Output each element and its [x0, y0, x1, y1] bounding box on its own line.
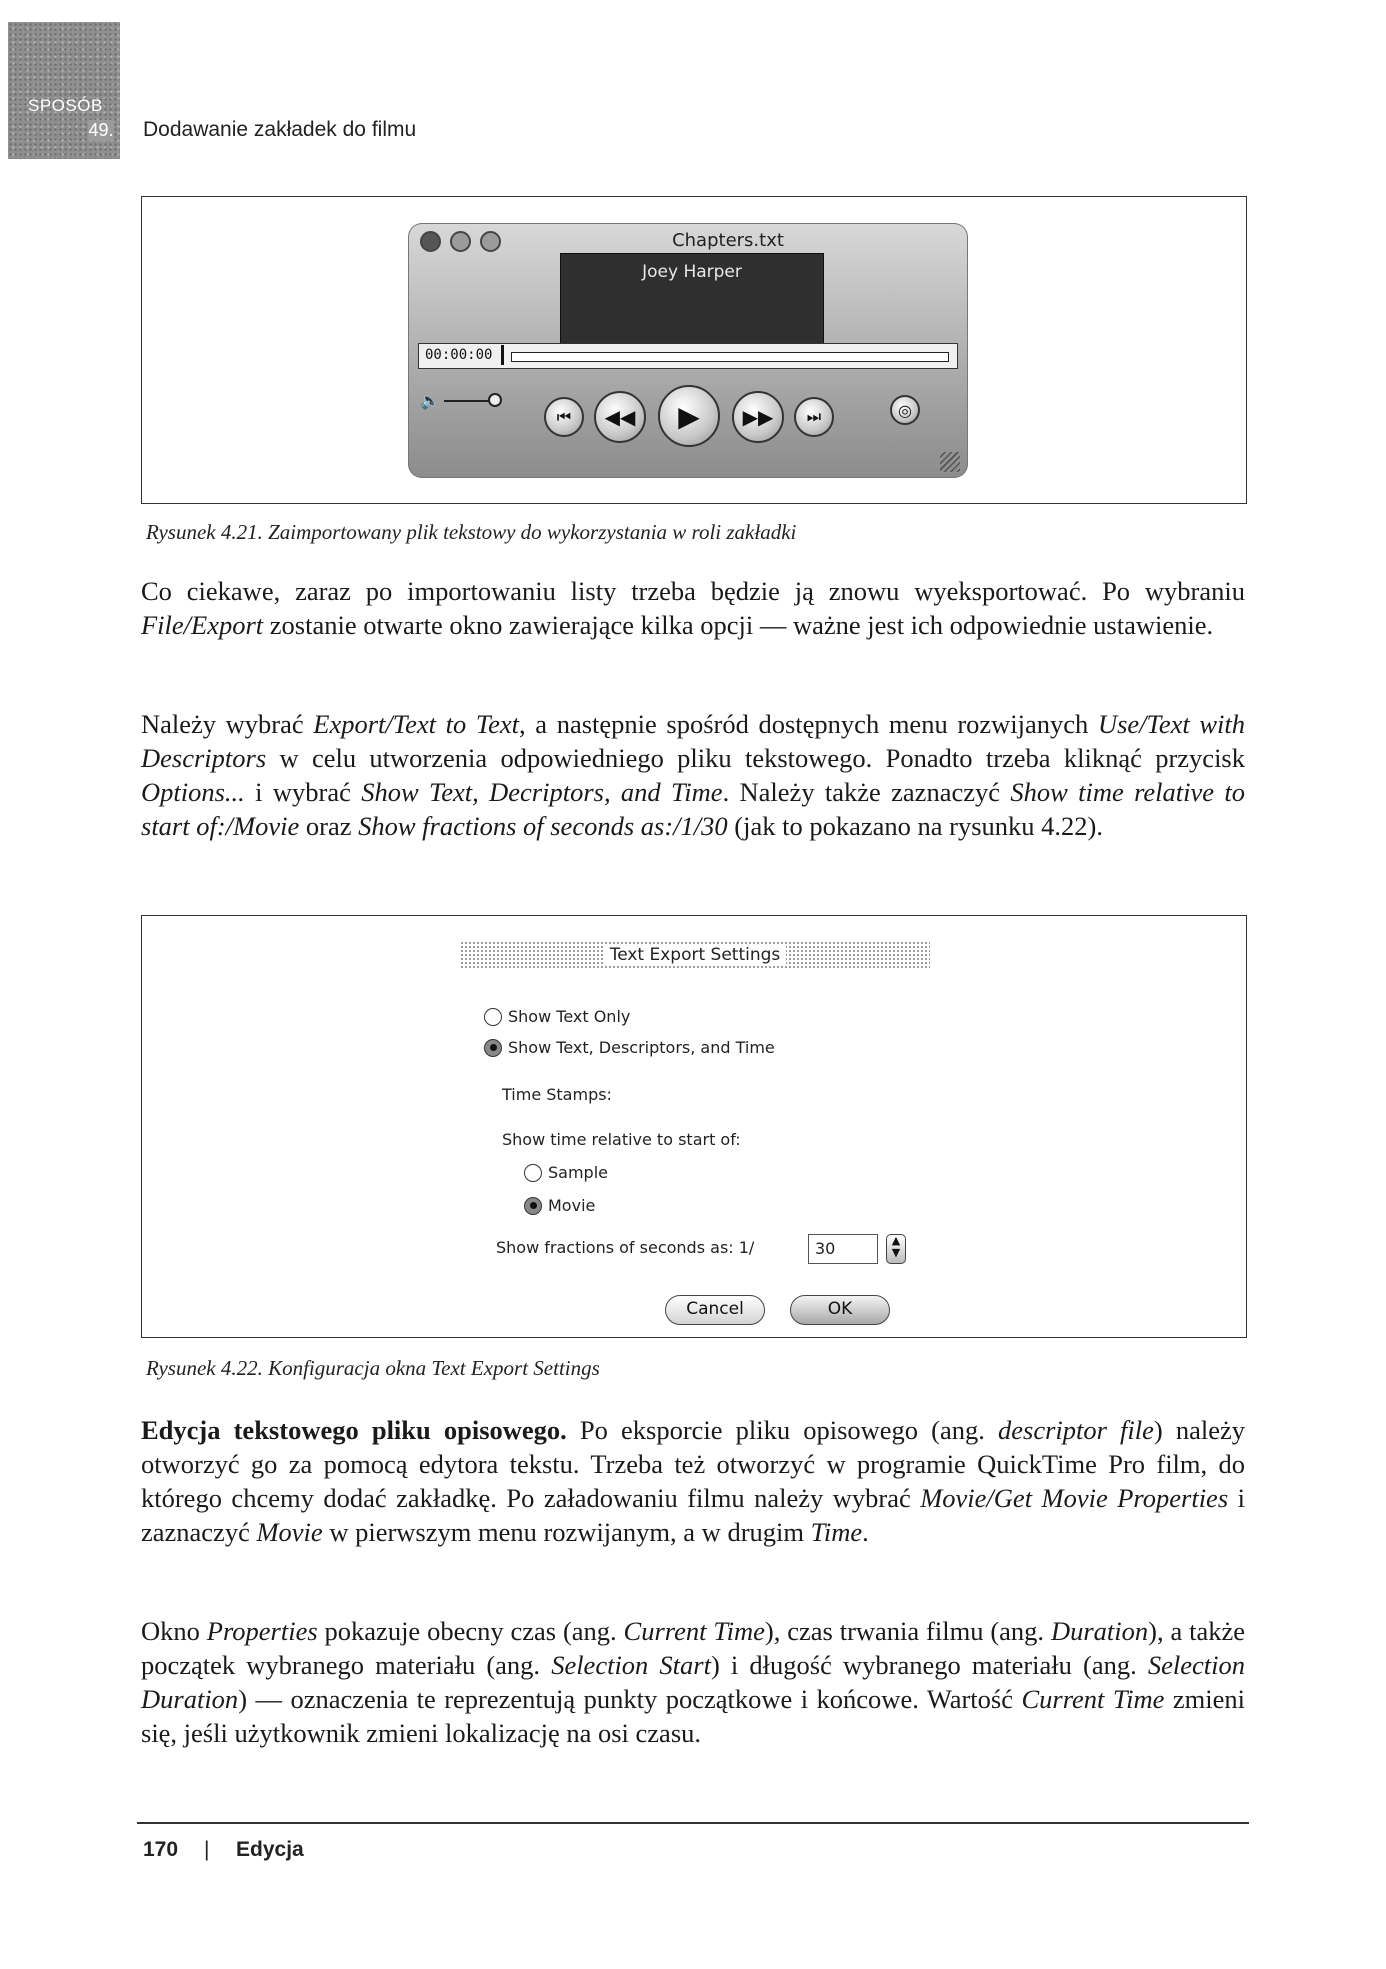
running-title: Dodawanie zakładek do filmu	[143, 118, 417, 141]
badge-label: SPOSÓB	[28, 96, 103, 115]
figure-4-22	[141, 915, 1247, 1338]
footer-separator: |	[204, 1838, 210, 1861]
radio-show-text-descriptors-time[interactable]: Show Text, Descriptors, and Time	[484, 1038, 775, 1057]
badge-number: 49.	[88, 120, 114, 140]
paragraph-3: Edycja tekstowego pliku opisowego. Po eksporcie pliku opisowego (ang. descriptor file) należy otworzyć go za pomocą edytora tekstu. Trzeba też otworzyć w programie QuickTime Pro film, do którego chcemy dodać zakładkę. Po załadowaniu filmu należy wybrać Movie/Get Movie Properties i zaznaczyć Movie w pierwszym menu rozwijanym, a w drugim Time.	[141, 1415, 1245, 1547]
relative-label: Show time relative to start of:	[502, 1130, 741, 1149]
figure-caption-4-22: Rysunek 4.22. Konfiguracja okna Text Export Settings	[146, 1356, 600, 1380]
rewind-icon[interactable]: ◀◀	[594, 391, 646, 443]
figure-caption-4-21: Rysunek 4.21. Zaimportowany plik tekstowy do wykorzystania w roli zakładki	[146, 520, 797, 544]
fractions-stepper-icon[interactable]: ▲ ▼	[886, 1234, 906, 1264]
radio-sample[interactable]: Sample	[524, 1163, 608, 1182]
fractions-label: Show fractions of seconds as: 1/	[496, 1238, 755, 1257]
menu-icon[interactable]: ◎	[890, 395, 920, 425]
page-number: 170	[143, 1838, 179, 1861]
text-export-settings-dialog	[460, 941, 930, 1319]
figure-4-21	[141, 196, 1247, 504]
fractions-field[interactable]: 30	[808, 1234, 878, 1264]
go-to-end-icon[interactable]: ⏭	[794, 397, 834, 437]
screen-text: Joey Harper	[642, 262, 742, 282]
resize-grip-icon[interactable]	[940, 452, 960, 472]
cancel-button[interactable]: Cancel	[665, 1295, 765, 1325]
go-to-start-icon[interactable]: ⏮	[544, 397, 584, 437]
quicktime-player-window	[408, 223, 968, 478]
footer-rule	[137, 1822, 1249, 1824]
timeline-track[interactable]	[511, 352, 949, 362]
radio-on-icon[interactable]	[484, 1039, 502, 1057]
timecode: 00:00:00	[425, 347, 493, 363]
paragraph-4: Okno Properties pokazuje obecny czas (ang. Current Time), czas trwania filmu (ang. Duration), a także początek wybranego materiału (ang. Selection Start) i długość wybranego materiału (ang. Selection Duration) — oznaczenia te reprezentują punkty początkowe i końcowe. Wartość Current Time zmieni się, jeśli użytkownik zmieni lokalizację na osi czasu.	[141, 1616, 1246, 1748]
window-title: Chapters.txt	[672, 230, 784, 251]
section-badge	[8, 22, 120, 159]
footer-section: Edycja	[236, 1838, 304, 1861]
radio-show-text-only[interactable]: Show Text Only	[484, 1007, 630, 1026]
dialog-title: Text Export Settings	[460, 941, 930, 969]
playhead-icon[interactable]	[501, 345, 504, 365]
radio-off-icon[interactable]	[524, 1164, 542, 1182]
time-stamps-label: Time Stamps:	[502, 1085, 612, 1104]
radio-on-icon[interactable]	[524, 1197, 542, 1215]
volume-knob[interactable]	[488, 393, 502, 407]
radio-movie[interactable]: Movie	[524, 1196, 595, 1215]
paragraph-1: Co ciekawe, zaraz po importowaniu listy trzeba będzie ją znowu wyeksportować. Po wybraniu File/Export zostanie otwarte okno zawierające kilka opcji — ważne jest ich odpowiednie ustawienie.	[141, 576, 1245, 640]
ok-button[interactable]: OK	[790, 1295, 890, 1325]
radio-off-icon[interactable]	[484, 1008, 502, 1026]
video-screen	[560, 253, 824, 353]
volume-icon: 🔈	[420, 391, 440, 410]
play-icon[interactable]: ▶	[658, 385, 720, 447]
paragraph-2: Należy wybrać Export/Text to Text, a następnie spośród dostępnych menu rozwijanych Use/Text with Descriptors w celu utworzenia odpowiedniego pliku tekstowego. Ponadto trzeba kliknąć przycisk Options... i wybrać Show Text, Decriptors, and Time. Należy także zaznaczyć Show time relative to start of:/Movie oraz Show fractions of seconds as:/1/30 (jak to pokazano na rysunku 4.22).	[141, 709, 1245, 841]
fast-forward-icon[interactable]: ▶▶	[732, 391, 784, 443]
volume-slider[interactable]	[444, 400, 492, 402]
timeline-bar[interactable]	[418, 343, 958, 369]
